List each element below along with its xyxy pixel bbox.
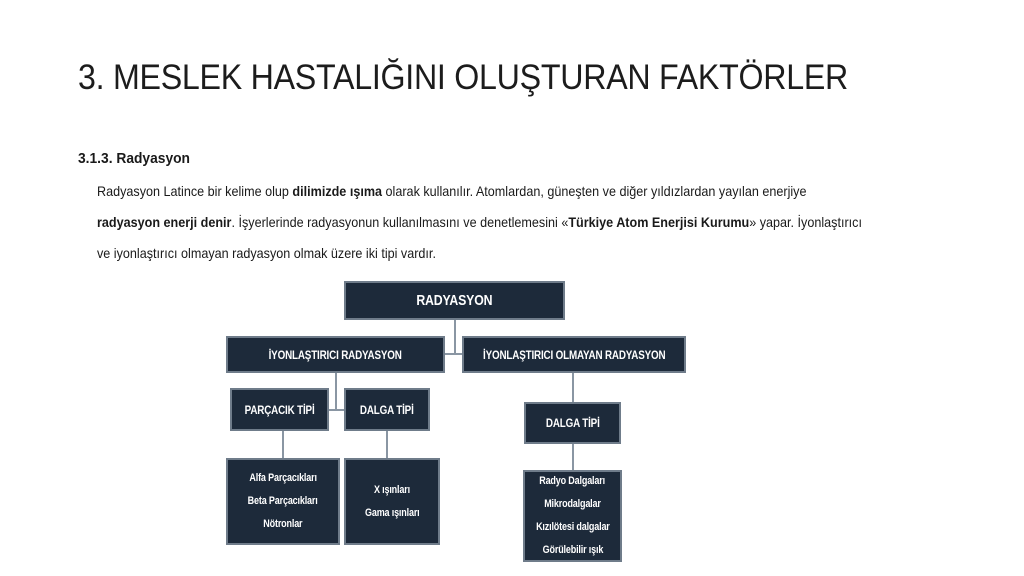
- connector-ion-down: [335, 373, 337, 410]
- node-label: PARÇACIK TİPİ: [244, 402, 315, 417]
- list-item: Gama ışınları: [364, 506, 420, 519]
- connector-nonion-down: [572, 373, 574, 402]
- connector-root-branch: [445, 353, 462, 355]
- text-segment: . İşyerlerinde radyasyonun kullanılmasını ve denetlemesini «: [231, 214, 569, 230]
- node-label: DALGA TİPİ: [360, 402, 414, 417]
- list-item: Görülebilir ışık: [542, 544, 603, 556]
- node-ionizing-radiation: [226, 336, 445, 373]
- list-item: Mikrodalgalar: [544, 498, 601, 510]
- list-item: Alfa Parçacıkları: [249, 472, 317, 484]
- node-non-ionizing-wave-items: [523, 470, 622, 562]
- node-wave-type-non-ionizing: [524, 402, 621, 444]
- list-item: Radyo Dalgaları: [539, 475, 606, 487]
- connector-wave2-down: [572, 444, 574, 470]
- node-label: DALGA TİPİ: [545, 416, 600, 430]
- node-label: RADYASYON: [416, 292, 493, 309]
- text-segment: Radyasyon Latince bir kelime olup: [97, 183, 293, 199]
- text-segment: olarak kullanılır. Atomlardan, güneşten ve diğer yıldızlardan yayılan enerjiye: [382, 183, 807, 199]
- paragraph-line-2: [97, 214, 862, 230]
- node-ionizing-wave-items: [344, 458, 440, 545]
- connector-ion-branch: [329, 409, 344, 411]
- paragraph-line-3: ve iyonlaştırıcı olmayan radyasyon olmak üzere iki tipi vardır.: [97, 245, 436, 261]
- list-item: Beta Parçacıkları: [248, 495, 318, 507]
- node-particle-items: [226, 458, 340, 545]
- text-segment: » yapar. İyonlaştırıcı: [749, 214, 862, 230]
- bold-term-radyasyon-enerji: radyasyon enerji denir: [97, 214, 232, 230]
- node-label: İYONLAŞTIRICI OLMAYAN RADYASYON: [482, 347, 666, 362]
- node-particle-type: [230, 388, 329, 431]
- node-non-ionizing-radiation: [462, 336, 686, 373]
- connector-root-down: [454, 320, 456, 354]
- node-wave-type-ionizing: [344, 388, 430, 431]
- section-heading: 3.1.3. Radyasyon: [78, 150, 190, 167]
- list-item: X ışınları: [374, 483, 410, 496]
- bold-term-isima: dilimizde ışıma: [292, 183, 383, 199]
- list-item: Kızılötesi dalgalar: [535, 521, 610, 533]
- paragraph-line-1: [97, 183, 806, 199]
- slide-title: 3. MESLEK HASTALIĞINI OLUŞTURAN FAKTÖRLER: [78, 58, 849, 97]
- node-label: İYONLAŞTIRICI RADYASYON: [268, 347, 403, 362]
- bold-term-taek: Türkiye Atom Enerjisi Kurumu: [568, 214, 750, 230]
- connector-wave1-down: [386, 431, 388, 458]
- node-radiation: [344, 281, 565, 320]
- connector-particle-down: [282, 431, 284, 458]
- list-item: Nötronlar: [263, 518, 303, 530]
